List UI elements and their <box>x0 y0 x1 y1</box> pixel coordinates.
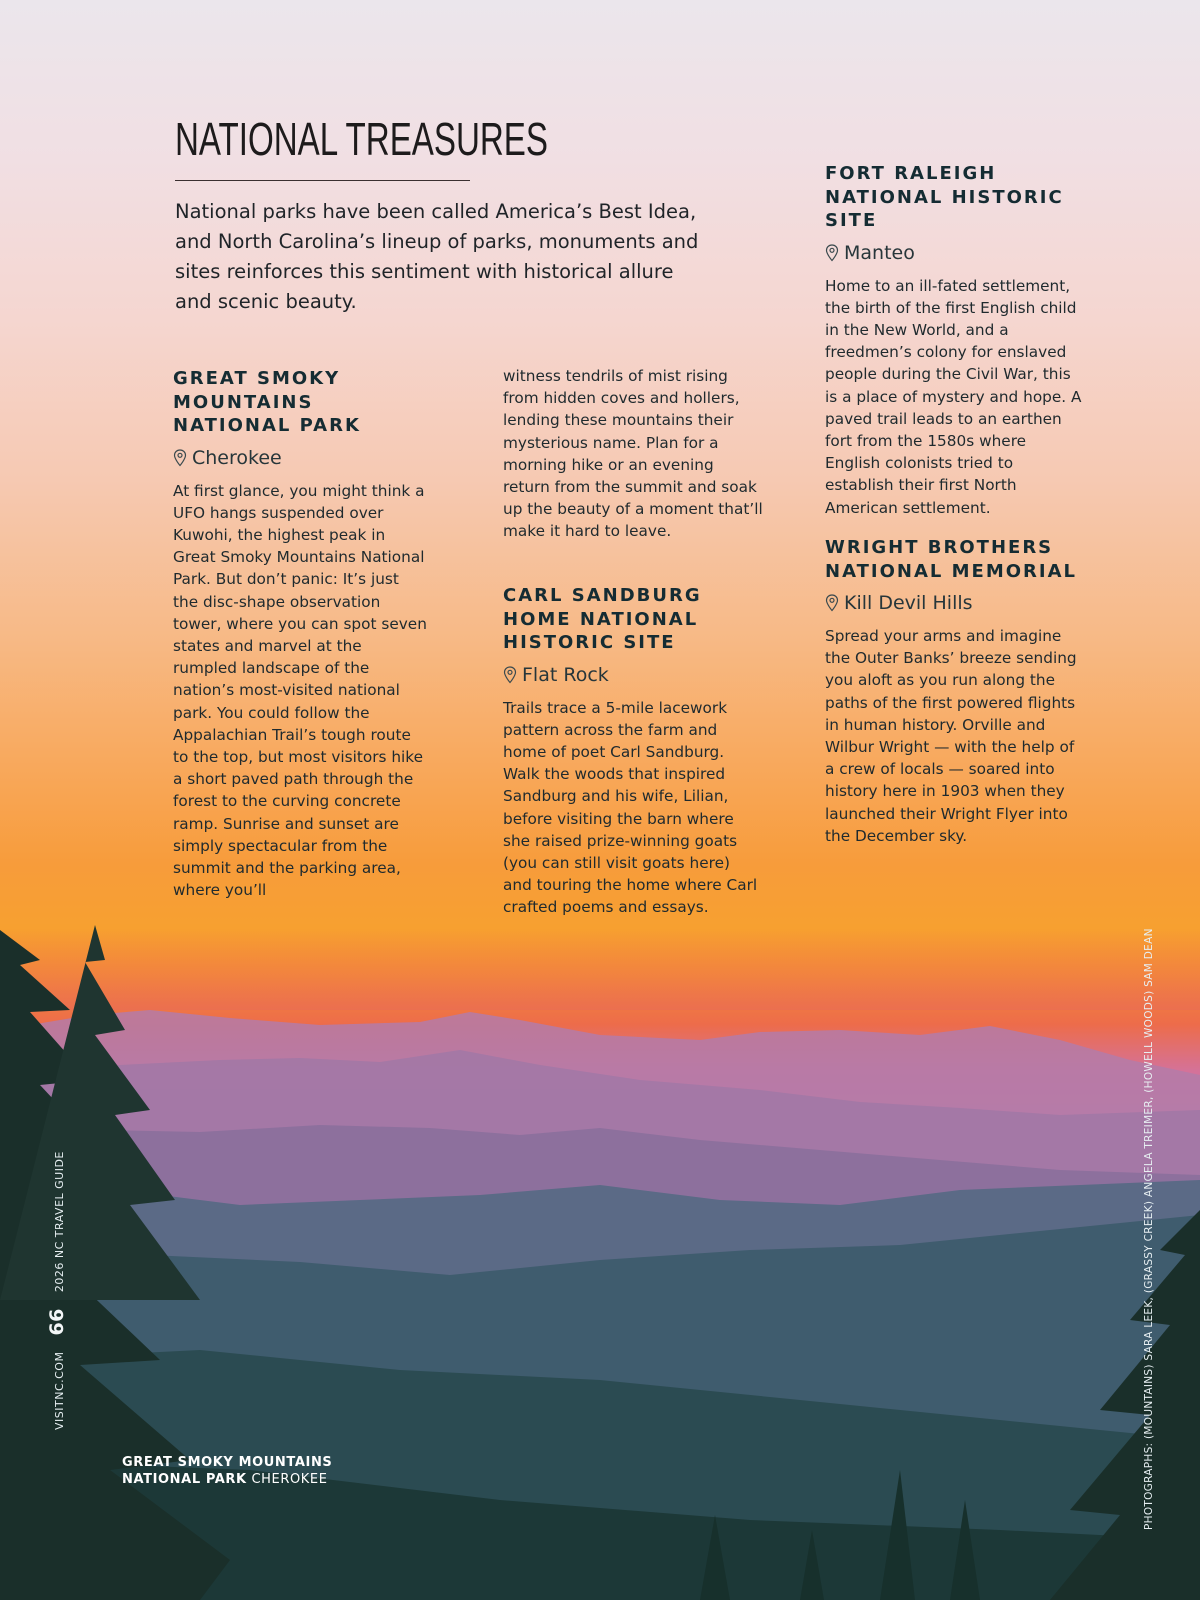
folio <box>46 1151 68 1430</box>
site-body: Trails trace a 5-mile lacework pattern across the farm and home of poet Carl Sandburg. Walk the woods that inspired Sandburg and his wife, Lilian, before visiting the barn where she raised prize-winning goats (you can still visit goats here) and touring the home where Carl crafted poems and essays. <box>503 698 758 917</box>
page-number: 66 <box>46 1308 68 1336</box>
site-location-text: Kill Devil Hills <box>844 592 973 614</box>
photo-credits: PHOTOGRAPHS: (MOUNTAINS) SARA LEEK, (GRASSY CREEK) ANGELA TREIMER, (HOWELL WOODS) SAM DEAN <box>1143 928 1155 1530</box>
map-pin-icon <box>825 594 839 612</box>
site-location <box>173 444 428 472</box>
caption-regular: CHEROKEE <box>251 1471 328 1487</box>
site-heading: WRIGHT BROTHERS NATIONAL MEMORIAL <box>825 537 1077 582</box>
map-pin-icon <box>825 244 839 262</box>
site-location-text: Cherokee <box>192 446 282 469</box>
site-fort-raleigh <box>825 162 1083 519</box>
intro-paragraph: National parks have been called America’s Best Idea, and North Carolina’s lineup of parks, monuments and sites reinforces this sentiment with historical allure and scenic beauty. <box>175 200 699 313</box>
map-pin-icon <box>173 449 187 467</box>
site-body: At first glance, you might think a UFO hangs suspended over Kuwohi, the highest peak in Great Smoky Mountains National Park. But don’t panic: It’s just the disc-shape observation tower, where you can spot seven states and marvel at the rumpled landscape of the nation’s most-visited national park. You could follow the Appalachian Trail’s tough route to the top, but most visitors hike a short paved path through the forest to the curving concrete ramp. Sunrise and sunset are simply spectacular from the summit and the parking area, where you’ll <box>173 481 427 900</box>
folio-site: VISITNC.COM <box>53 1351 66 1430</box>
site-location <box>825 589 1087 617</box>
caption-bold: GREAT SMOKY MOUNTAINS NATIONAL PARK <box>122 1455 333 1487</box>
site-body: Home to an ill-fated settlement, the birth of the first English child in the New World, and a freedmen’s colony for enslaved people during the Civil War, this is a place of mystery and hope. A paved trail leads to an earthen fort from the 1580s where English colonists tried to establish their first North American settlement. <box>825 276 1082 517</box>
site-location-text: Flat Rock <box>522 663 609 686</box>
site-location <box>503 661 763 689</box>
site-heading: GREAT SMOKY MOUNTAINS NATIONAL PARK <box>173 368 361 436</box>
title-rule <box>175 180 470 181</box>
site-body: Spread your arms and imagine the Outer Banks’ breeze sending you aloft as you run along the paths of the first powered flights in human history. Orville and Wilbur Wright — with the help of a crew of locals — soared into history here in 1903 when they launched their Wright Flyer into the December sky. <box>825 627 1077 845</box>
site-location-text: Manteo <box>844 241 915 264</box>
site-wright-brothers <box>825 536 1087 847</box>
site-location <box>825 239 1083 267</box>
site-great-smoky-continued <box>503 365 763 543</box>
site-great-smoky <box>173 367 428 901</box>
site-body-continued: witness tendrils of mist rising from hidden coves and hollers, lending these mountains their mysterious name. Plan for a morning hike or an evening return from the summit and soak up the beauty of a moment that’ll make it hard to leave. <box>503 367 763 541</box>
photo-caption <box>122 1455 342 1488</box>
site-heading: CARL SANDBURG HOME NATIONAL HISTORIC SITE <box>503 585 702 653</box>
page-title: NATIONAL TREASURES <box>175 113 548 165</box>
site-carl-sandburg <box>503 584 763 919</box>
map-pin-icon <box>503 666 517 684</box>
site-heading: FORT RALEIGH NATIONAL HISTORIC SITE <box>825 163 1064 231</box>
folio-publication: 2026 NC TRAVEL GUIDE <box>53 1151 66 1293</box>
